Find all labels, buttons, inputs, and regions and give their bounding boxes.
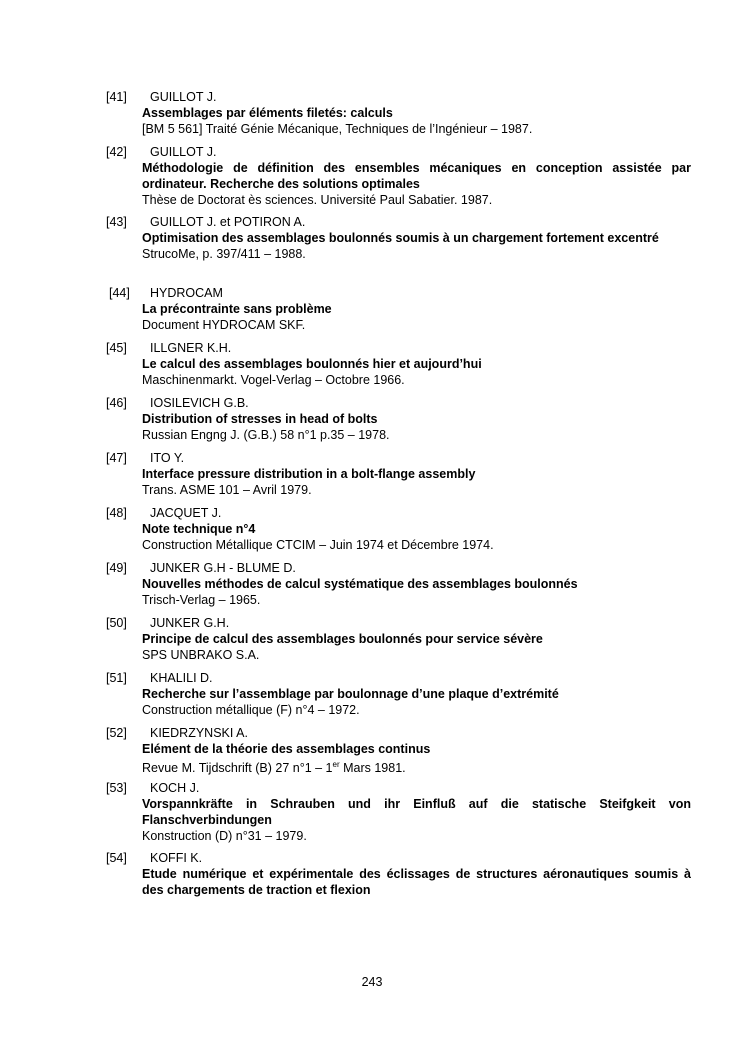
reference-number: [53]: [106, 781, 127, 795]
reference-number: [54]: [106, 851, 127, 865]
reference-source: [BM 5 561] Traité Génie Mécanique, Techniques de l’Ingénieur – 1987.: [142, 122, 533, 136]
reference-title: Note technique n°4: [142, 522, 256, 536]
reference-source: [142, 757, 691, 776]
reference-number: [51]: [106, 671, 127, 685]
reference-number: [48]: [106, 506, 127, 520]
reference-number: [44]: [109, 286, 130, 300]
reference-title: Optimisation des assemblages boulonnés soumis à un chargement fortement excentré: [142, 231, 659, 245]
reference-title: Interface pressure distribution in a bolt-flange assembly: [142, 467, 476, 481]
reference-number: [50]: [106, 616, 127, 630]
reference-title: Principe de calcul des assemblages boulonnés pour service sévère: [142, 632, 543, 646]
reference-author: ILLGNER K.H.: [150, 341, 232, 355]
reference-number: [49]: [106, 561, 127, 575]
reference-author: GUILLOT J. et POTIRON A.: [150, 215, 306, 229]
reference-source: Russian Engng J. (G.B.) 58 n°1 p.35 – 1978.: [142, 428, 390, 442]
reference-author: JUNKER G.H - BLUME D.: [150, 561, 296, 575]
reference-number: [41]: [106, 90, 127, 104]
reference-author: HYDROCAM: [150, 286, 223, 300]
reference-author: KHALILI D.: [150, 671, 213, 685]
reference-source: Trans. ASME 101 – Avril 1979.: [142, 483, 312, 497]
reference-title: Assemblages par éléments filetés: calculs: [142, 106, 393, 120]
reference-source: Construction métallique (F) n°4 – 1972.: [142, 703, 360, 717]
reference-author: KOFFI K.: [150, 851, 203, 865]
reference-author: GUILLOT J.: [150, 145, 217, 159]
reference-title: Le calcul des assemblages boulonnés hier et aujourd’hui: [142, 357, 482, 371]
reference-author: ITO Y.: [150, 451, 185, 465]
reference-author: GUILLOT J.: [150, 90, 217, 104]
reference-title: Etude numérique et expérimentale des éclissages de structures aéronautiques soumis à des chargements de traction et flexion: [142, 867, 691, 897]
reference-source: StrucoMe, p. 397/411 – 1988.: [142, 247, 306, 261]
reference-number: [52]: [106, 726, 127, 740]
reference-title: La précontrainte sans problème: [142, 302, 332, 316]
reference-number: [46]: [106, 396, 127, 410]
reference-source-tail: Mars 1981.: [339, 761, 406, 776]
reference-source-text: Revue M. Tijdschrift (B) 27 n°1 – 1: [142, 761, 333, 776]
reference-title: Méthodologie de définition des ensembles mécaniques en conception assistée par ordinateur. Recherche des solutions optimales: [142, 161, 691, 191]
reference-title: Recherche sur l’assemblage par boulonnage d’une plaque d’extrémité: [142, 687, 559, 701]
page-number: 243: [361, 975, 383, 989]
reference-source: Construction Métallique CTCIM – Juin 1974 et Décembre 1974.: [142, 538, 494, 552]
reference-source: Trisch-Verlag – 1965.: [142, 593, 261, 607]
reference-source: Konstruction (D) n°31 – 1979.: [142, 829, 307, 843]
reference-title: Distribution of stresses in head of bolts: [142, 412, 378, 426]
reference-number: [43]: [106, 215, 127, 229]
reference-number: [45]: [106, 341, 127, 355]
reference-author: KOCH J.: [150, 781, 200, 795]
reference-author: IOSILEVICH G.B.: [150, 396, 249, 410]
reference-source: Thèse de Doctorat ès sciences. Université Paul Sabatier. 1987.: [142, 193, 493, 207]
reference-source-superscript: er: [332, 760, 340, 769]
reference-author: JACQUET J.: [150, 506, 222, 520]
reference-source: Document HYDROCAM SKF.: [142, 318, 306, 332]
reference-author: JUNKER G.H.: [150, 616, 230, 630]
reference-title: Vorspannkräfte in Schrauben und ihr Einfluß auf die statische Steifgkeit von Flanschverbindungen: [142, 797, 691, 827]
reference-number: [42]: [106, 145, 127, 159]
reference-number: [47]: [106, 451, 127, 465]
reference-source: SPS UNBRAKO S.A.: [142, 648, 260, 662]
reference-source: Maschinenmarkt. Vogel-Verlag – Octobre 1966.: [142, 373, 405, 387]
reference-title: Nouvelles méthodes de calcul systématique des assemblages boulonnés: [142, 577, 578, 591]
reference-title: Elément de la théorie des assemblages continus: [142, 742, 431, 756]
reference-author: KIEDRZYNSKI A.: [150, 726, 248, 740]
